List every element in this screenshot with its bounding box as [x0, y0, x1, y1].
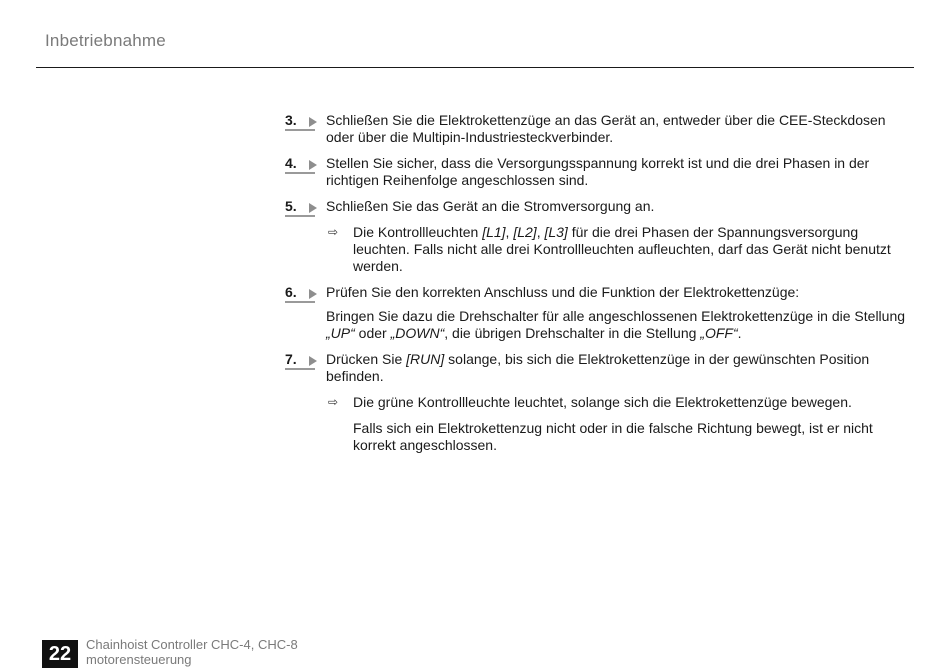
result-text: Die Kontrollleuchten [L1], [L2], [L3] für die drei Phasen der Spannungsversorgung leuchten. Falls nicht alle drei Kontrollleuchten aufleuchten, darf das Gerät nicht benutzt werden. — [353, 224, 891, 274]
page-number: 22 — [42, 640, 78, 668]
step-arrow-icon — [309, 203, 317, 213]
lamp-l2: [L2] — [513, 224, 537, 240]
position-down: „DOWN“ — [390, 325, 445, 341]
step-text: Stellen Sie sicher, dass die Versorgungsspannung korrekt ist und die drei Phasen in der richtigen Reihenfolge angeschlossen sind. — [326, 155, 870, 188]
section-title: Inbetriebnahme — [45, 31, 166, 50]
result-arrow-icon: ⇨ — [328, 225, 339, 239]
step-7-result — [285, 394, 913, 411]
step-arrow-icon — [309, 160, 317, 170]
step-7 — [285, 351, 913, 385]
step-arrow-icon — [309, 117, 317, 127]
position-up: „UP“ — [326, 325, 355, 341]
step-text: Drücken Sie [RUN] solange, bis sich die Elektrokettenzüge in der gewünschten Position befinden. — [326, 351, 870, 384]
step-text: Schließen Sie das Gerät an die Stromversorgung an. — [326, 198, 655, 214]
lamp-l1: [L1] — [482, 224, 506, 240]
step-number: 7. — [285, 351, 297, 367]
step-arrow-icon — [309, 289, 317, 299]
step-6-paragraph: Bringen Sie dazu die Drehschalter für alle angeschlossenen Elektrokettenzüge in die Stellung „UP“ oder „DOWN“, die übrigen Drehschalter in die Stellung „OFF“. — [326, 308, 906, 341]
step-text: Prüfen Sie den korrekten Anschluss und die Funktion der Elektrokettenzüge: — [326, 284, 800, 300]
product-name: Chainhoist Controller CHC-4, CHC-8 — [86, 637, 298, 652]
step-text: Schließen Sie die Elektrokettenzüge an das Gerät an, entweder über die CEE-Steckdosen oder über die Multipin-Industriesteckverbinder. — [326, 112, 886, 145]
position-off: „OFF“ — [700, 325, 738, 341]
step-5 — [285, 198, 913, 215]
product-subtitle: motorensteuerung — [86, 652, 192, 667]
lamp-l3: [L3] — [544, 224, 568, 240]
step-4 — [285, 155, 913, 189]
footer-product — [86, 637, 298, 667]
run-button-ref: [RUN] — [406, 351, 445, 367]
step-number: 3. — [285, 112, 297, 128]
step-6 — [285, 284, 913, 301]
step-7-note: Falls sich ein Elektrokettenzug nicht oder in die falsche Richtung bewegt, ist er nicht korrekt angeschlossen. — [353, 420, 873, 453]
step-number: 6. — [285, 284, 297, 300]
step-3 — [285, 112, 913, 146]
step-5-result — [285, 224, 913, 275]
result-text: Die grüne Kontrollleuchte leuchtet, solange sich die Elektrokettenzüge bewegen. — [353, 394, 852, 410]
step-number: 4. — [285, 155, 297, 171]
step-number: 5. — [285, 198, 297, 214]
instruction-list — [285, 112, 913, 463]
result-arrow-icon: ⇨ — [328, 395, 339, 409]
step-arrow-icon — [309, 356, 317, 366]
header-rule — [36, 67, 914, 68]
